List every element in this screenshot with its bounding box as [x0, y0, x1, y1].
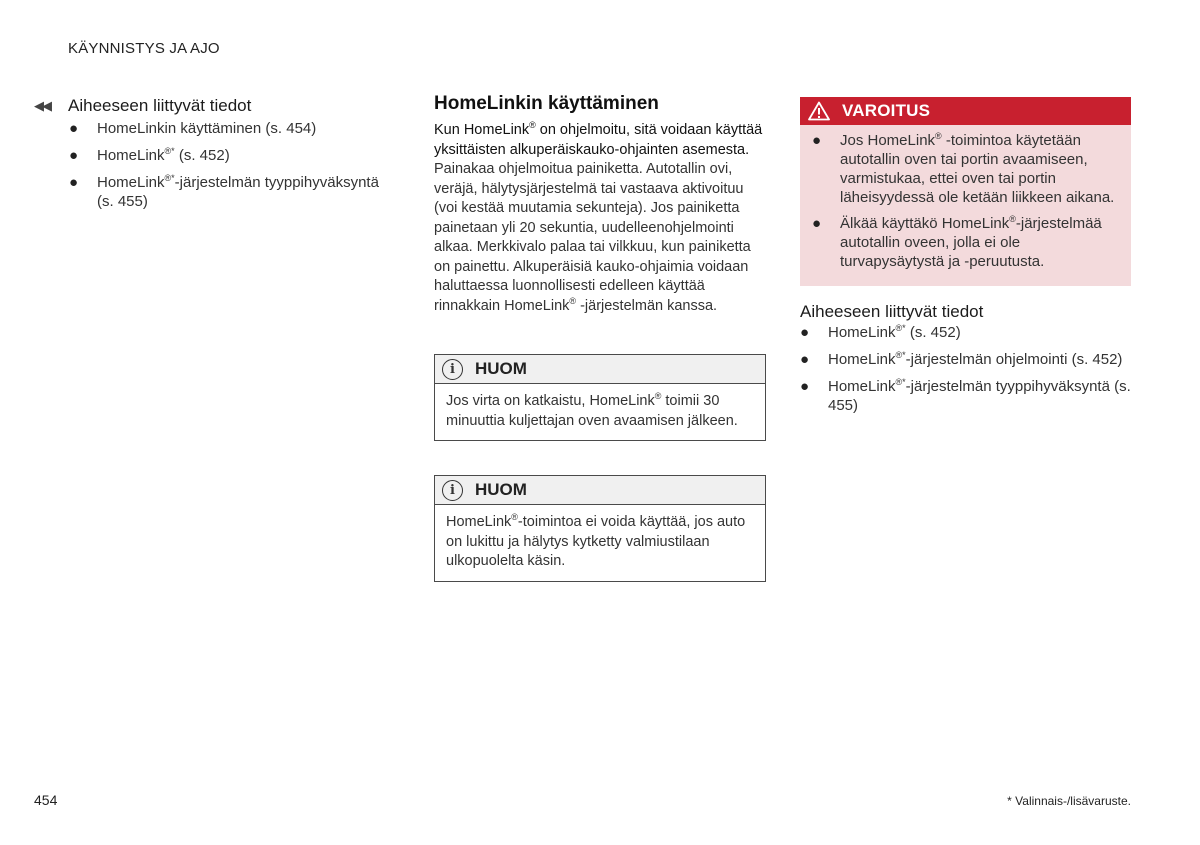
bullet-icon: ●: [800, 351, 810, 368]
right-related-title: Aiheeseen liittyvät tiedot: [800, 302, 984, 321]
related-link-item[interactable]: ● HomeLink®*-järjestelmän ohjelmointi (s. 452): [800, 350, 1123, 368]
related-link-item[interactable]: ● HomeLinkin käyttäminen (s. 454): [69, 120, 317, 137]
warning-item: ● Jos HomeLink® -toimintoa käytetään autotallin oven tai portin avaamiseen, varmistukaa, ettei oven tai portin läheisyydessä ole ketään liikkeen aikana.: [812, 131, 1115, 206]
note-header: [435, 476, 765, 505]
bullet-icon: ●: [800, 324, 810, 341]
left-related-header: [34, 96, 394, 116]
left-related-section: [34, 96, 394, 219]
warning-item: ● Älkää käyttäkö HomeLink®-järjestelmää autotallin oveen, jolla ei ole turvapysäytystä ja -peruutusta.: [812, 214, 1102, 270]
note-title: HUOM: [475, 480, 527, 499]
note-title: HUOM: [475, 359, 527, 378]
related-link-item[interactable]: ● HomeLink®*-järjestelmän tyyppihyväksyntä (s. 455): [69, 173, 379, 210]
note-box: [434, 354, 766, 441]
page-number: 454: [34, 792, 58, 808]
bullet-icon: ●: [812, 215, 822, 232]
note-text: HomeLink®-toimintoa ei voida käyttää, jos auto on lukittu ja hälytys kytketty valmiustilaan ulkopuolelta käsin.: [446, 512, 746, 569]
note-box: [434, 475, 766, 582]
bullet-icon: ●: [69, 174, 79, 191]
info-icon: i: [442, 480, 463, 501]
warning-box: [800, 97, 1131, 286]
right-related-section: [800, 302, 1131, 423]
warning-list: [800, 131, 1131, 271]
double-chevron-left-icon[interactable]: ◀◀: [34, 98, 50, 113]
warning-header: [800, 97, 1131, 125]
note-header: [435, 355, 765, 384]
warning-triangle-icon: [808, 101, 830, 121]
note-text: Jos virta on katkaistu, HomeLink® toimii 30 minuuttia kuljettajan oven avaamisen jälkeen.: [446, 391, 738, 429]
right-related-list: [800, 323, 1131, 415]
left-related-title: Aiheeseen liittyvät tiedot: [68, 96, 252, 115]
section-title: KÄYNNISTYS JA AJO: [68, 40, 220, 57]
article-title: HomeLinkin käyttäminen: [434, 93, 659, 114]
bullet-icon: ●: [69, 147, 79, 164]
related-link-item[interactable]: ● HomeLink®*-järjestelmän tyyppihyväksyntä (s. 455): [800, 377, 1131, 414]
left-related-list: [34, 119, 394, 211]
info-icon: i: [442, 359, 463, 380]
bullet-icon: ●: [812, 132, 822, 149]
article-body: Painakaa ohjelmoitua painiketta. Autotallin ovi, veräjä, hälytysjärjestelmä tai vastaava aktivoituu (voi kestää muutamia sekunteja). Jos painiketta painetaan yli 20 sekuntia, uudelleenohjelmointi alkaa. Merkkivalo palaa tai vilkkuu, kun painiketta on painettu. Alkuperäisiä kauko-ohjaimia voidaan haluttaessa luonnollisesti edelleen käyttää rinnakkain HomeLink® -järjestelmän kanssa.: [434, 161, 751, 314]
bullet-icon: ●: [800, 378, 810, 395]
footnote: * Valinnais-/lisävaruste.: [1007, 794, 1131, 808]
related-link-item[interactable]: ● HomeLink®* (s. 452): [800, 323, 961, 341]
related-link-item[interactable]: ● HomeLink®* (s. 452): [69, 146, 230, 164]
main-article: [434, 93, 766, 316]
article-intro: Kun HomeLink® on ohjelmoitu, sitä voidaan käyttää yksittäisten alkuperäiskauko-ohjainten asemesta.: [434, 120, 763, 158]
warning-title: VAROITUS: [842, 101, 931, 120]
bullet-icon: ●: [69, 120, 79, 137]
